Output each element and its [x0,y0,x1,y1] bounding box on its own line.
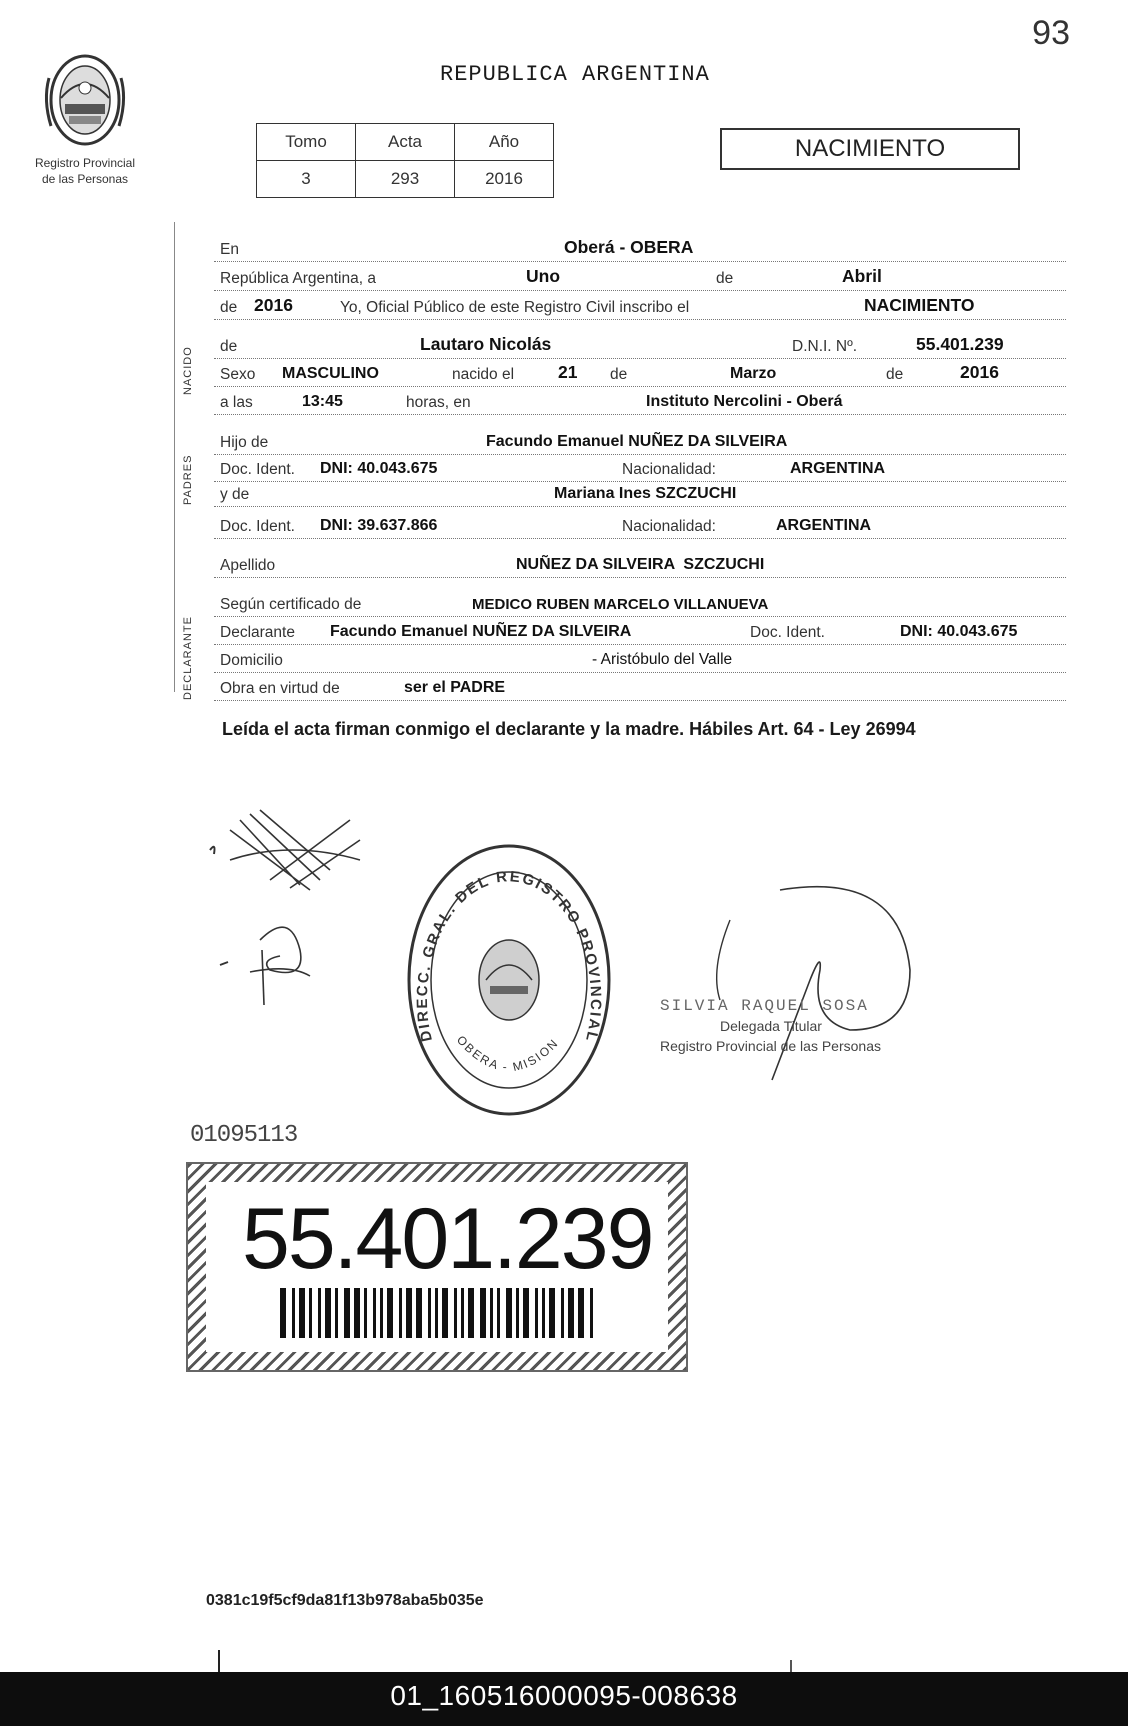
barcode-icon [280,1288,620,1338]
seal-bottom-text: OBERA - MISION [453,1032,562,1075]
value-padre-doc: DNI: 40.043.675 [320,460,438,477]
label-a-las: a las [220,394,253,411]
label-doc-ident-padre: Doc. Ident. [220,461,295,478]
act-type-box: NACIMIENTO [720,128,1020,170]
label-doc-ident-declarante: Doc. Ident. [750,624,825,641]
value-declarante-doc: DNI: 40.043.675 [900,623,1018,640]
value-apellido: NUÑEZ DA SILVEIRA SZCZUCHI [516,556,765,573]
registry-table-value-row [257,161,554,198]
seal-icon [404,840,614,1120]
barcode-bar [578,1288,584,1338]
declarant-signature-icon [200,800,380,910]
barcode-bar [549,1288,555,1338]
barcode-bar [542,1288,545,1338]
label-horas-en: horas, en [406,394,471,411]
barcode-bar [561,1288,564,1338]
line-inscripcion [214,293,1066,320]
line-obra-virtud [214,674,1066,701]
registry-header-tomo: Tomo [257,124,356,161]
officer-stamp [660,996,980,1056]
value-hora: 13:45 [302,393,343,410]
barcode-bar [516,1288,519,1338]
barcode-bar [480,1288,486,1338]
side-label-declarante: DECLARANTE [182,616,194,700]
label-nacido-el: nacido el [452,366,515,383]
value-domicilio: - Aristóbulo del Valle [592,651,733,668]
serial-number: 01095113 [190,1122,298,1149]
line-nombre [214,332,1066,359]
value-nombre: Lautaro Nicolás [420,334,552,354]
closing-note: Leída el acta firman conmigo el declarante y la madre. Hábiles Art. 64 - Ley 26994 [222,719,916,739]
line-en [214,235,1066,262]
officer-signature-icon [700,880,920,1100]
barcode-bar [535,1288,538,1338]
barcode-bar [309,1288,312,1338]
label-y-de: y de [220,486,250,503]
provincial-emblem [30,48,140,186]
barcode-bar [280,1288,286,1338]
value-dia-nacimiento: 21 [558,362,578,382]
barcode-bar [435,1288,438,1338]
barcode-bar [590,1288,593,1338]
label-doc-ident-madre: Doc. Ident. [220,518,295,535]
officer-role: Delegada Titular [720,1018,822,1034]
value-sexo: MASCULINO [282,365,379,382]
value-madre: Mariana Ines SZCZUCHI [554,485,737,502]
value-madre-doc: DNI: 39.637.866 [320,517,438,534]
label-dni: D.N.I. Nº. [792,338,858,355]
coat-of-arms-icon [41,48,129,154]
label-segun-certificado: Según certificado de [220,596,362,613]
line-domicilio [214,646,1066,673]
value-dia-inscripcion: Uno [526,266,561,286]
side-label-padres: PADRES [182,454,194,505]
value-anio-inscripcion: 2016 [254,295,293,315]
registry-value-acta: 293 [356,161,455,198]
dni-sticker [186,1162,688,1372]
barcode-bar [454,1288,457,1338]
value-anio-nacimiento: 2016 [960,362,999,382]
label-obra-virtud: Obra en virtud de [220,680,340,697]
side-label-nacido: NACIDO [182,346,194,395]
barcode-bar [380,1288,383,1338]
barcode-bar [406,1288,412,1338]
barcode-bar [497,1288,500,1338]
value-mes-nacimiento: Marzo [730,365,777,382]
seal-ring-text: DIRECC. GRAL. DEL REGISTRO PROVINCIAL [413,868,605,1045]
barcode-bar [292,1288,295,1338]
document-title: REPUBLICA ARGENTINA [440,62,710,87]
official-seal [404,840,614,1120]
label-hijo-de: Hijo de [220,434,269,451]
barcode-bar [506,1288,512,1338]
line-apellido [214,551,1066,578]
footer-code: 01_160516000095-008638 [390,1680,738,1711]
barcode-bar [416,1288,422,1338]
barcode-bar [344,1288,350,1338]
barcode-bar [568,1288,574,1338]
emblem-caption-line2: de las Personas [41,172,129,186]
line-padre [214,428,1066,455]
barcode-bar [523,1288,529,1338]
barcode-bar [325,1288,331,1338]
barcode-bar [461,1288,464,1338]
emblem-caption-line1: Registro Provincial [34,156,136,170]
barcode-bar [299,1288,305,1338]
label-de-anio-nac: de [886,366,904,383]
officer-office: Registro Provincial de las Personas [660,1038,881,1054]
value-declarante: Facundo Emanuel NUÑEZ DA SILVEIRA [330,623,632,640]
document-hash: 0381c19f5cf9da81f13b978aba5b035e [206,1592,484,1609]
line-certificado [214,590,1066,617]
label-nacionalidad-padre: Nacionalidad: [622,461,716,478]
label-de-anio: de [220,299,238,316]
mother-signature-icon [210,910,330,1010]
label-inscribo: Yo, Oficial Público de este Registro Civil inscribo el [340,299,690,316]
registry-table-header-row [257,124,554,161]
value-madre-nacionalidad: ARGENTINA [776,517,872,534]
barcode-bar [442,1288,448,1338]
barcode-bar [373,1288,376,1338]
barcode-bar [399,1288,402,1338]
barcode-bar [468,1288,474,1338]
registry-value-tomo: 3 [257,161,356,198]
barcode-bar [364,1288,367,1338]
value-mes-inscripcion: Abril [842,266,882,286]
label-de-mes-nac: de [610,366,628,383]
label-republica-a: República Argentina, a [220,270,376,287]
value-lugar-nacimiento: Instituto Nercolini - Oberá [646,393,843,410]
label-sexo: Sexo [220,366,256,383]
dni-sticker-inner [206,1182,668,1352]
line-declarante [214,618,1066,645]
footer-bar [0,1672,1128,1726]
barcode-bar [335,1288,338,1338]
label-en: En [220,241,239,258]
line-republica [214,264,1066,291]
label-nacionalidad-madre: Nacionalidad: [622,518,716,535]
registry-header-acta: Acta [356,124,455,161]
line-madre-doc [214,512,1066,539]
value-obra-virtud: ser el PADRE [404,679,506,696]
barcode-bar [387,1288,393,1338]
registry-header-anio: Año [455,124,554,161]
page-number: 93 [1032,14,1070,52]
value-certificado: MEDICO RUBEN MARCELO VILLANUEVA [472,596,769,613]
footer-tick-left [218,1650,220,1674]
label-de-mes: de [716,270,734,287]
line-padre-doc [214,455,1066,482]
barcode-bar [354,1288,360,1338]
value-padre: Facundo Emanuel NUÑEZ DA SILVEIRA [486,433,788,450]
value-lugar: Oberá - OBERA [564,237,694,257]
registry-table [256,123,554,198]
value-padre-nacionalidad: ARGENTINA [790,460,886,477]
line-hora [214,388,1066,415]
left-margin-line [174,222,175,692]
line-sexo [214,360,1066,387]
label-de-nombre: de [220,338,238,355]
officer-name: SILVIA RAQUEL SOSA [660,997,869,1015]
barcode-bar [318,1288,321,1338]
line-madre [214,480,1066,507]
registry-value-anio: 2016 [455,161,554,198]
barcode-bar [428,1288,431,1338]
value-acto: NACIMIENTO [864,295,975,315]
dni-sticker-number: 55.401.239 [242,1191,653,1287]
barcode-bar [490,1288,493,1338]
value-dni: 55.401.239 [916,334,1004,354]
label-apellido: Apellido [220,557,276,574]
label-domicilio: Domicilio [220,652,283,669]
label-declarante: Declarante [220,624,295,641]
